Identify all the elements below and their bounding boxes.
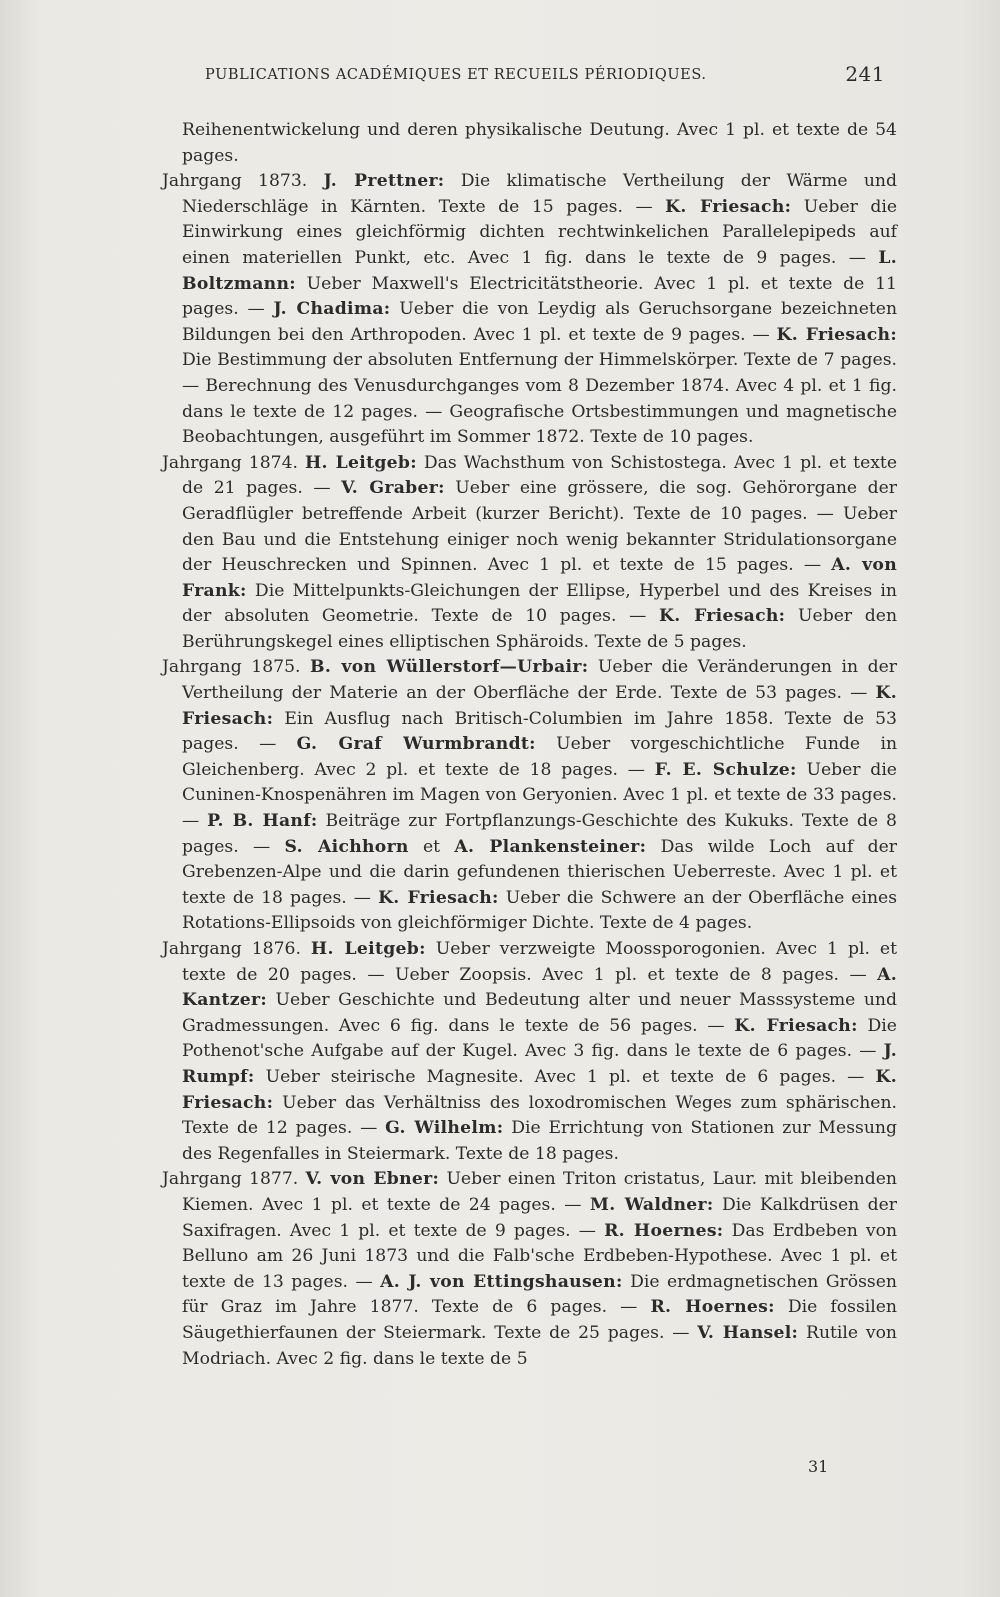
work-description: Ueber die Cuninen-Knospenähren im Magen von Geryonien. Avec 1 pl. et texte de 33 pages. — — [182, 759, 897, 832]
work-description: Ueber die Schwere an der Oberfläche eines Rotations-Ellipsoids von gleichförmiger Dichte. Texte de 4 pages. — [182, 887, 898, 934]
work-description: Die erdmagnetischen Grössen für Graz im Jahre 1877. Texte de 6 pages. — — [182, 1271, 897, 1318]
author-name: H. Leitgeb: — [305, 452, 417, 473]
year-entry — [162, 655, 897, 937]
author-name: K. Friesach: — [378, 887, 499, 908]
work-description: Ueber die von Leydig als Geruchsorgane bezeichneten Bildungen bei den Arthropoden. Avec 1 pl. et texte de 9 pages. — — [182, 299, 898, 345]
year-entry — [162, 451, 897, 656]
author-name: A. Kantzer: — [182, 964, 897, 1011]
author-name: V. von Ebner: — [305, 1169, 440, 1190]
year-label: Jahrgang 1874. — [162, 452, 298, 473]
author-name: J. Rumpf: — [182, 1041, 897, 1087]
year-entry — [162, 169, 897, 451]
year-entry — [162, 937, 897, 1167]
author-name: M. Waldner: — [589, 1194, 714, 1215]
work-description: Die fossilen Säugethierfaunen der Steiermark. Texte de 25 pages. — — [182, 1297, 897, 1343]
author-name: K. Friesach: — [734, 1015, 858, 1036]
work-description: Ueber den Berührungskegel eines elliptischen Sphäroids. Texte de 5 pages. — [182, 606, 898, 652]
work-description: Ueber Maxwell's Electricitätstheorie. Avec 1 pl. et texte de 11 pages. — — [182, 273, 897, 320]
author-name: K. Friesach: — [182, 1066, 897, 1113]
work-description: Das wilde Loch auf der Grebenzen-Alpe und die darin gefundenen thierischen Ueberreste. Avec 1 pl. et texte de 18 pages. — — [182, 836, 897, 908]
work-description: Die Errichtung von Stationen zur Messung des Regenfalles in Steiermark. Texte de 18 pages. — [182, 1118, 897, 1164]
author-name: B. von Wüllerstorf—Urbair: — [310, 657, 589, 678]
work-description: Die Kalkdrüsen der Saxifragen. Avec 1 pl. et texte de 9 pages. — — [182, 1194, 898, 1241]
continuation-paragraph: Reihenentwickelung und deren physikalische Deutung. Avec 1 pl. et texte de 54 pages. — [182, 120, 897, 166]
work-description: Die klimatische Vertheilung der Wärme und Niederschläge in Kärnten. Texte de 15 pages. — — [182, 171, 898, 217]
work-description: Beiträge zur Fortpflanzungs-Geschichte des Kukuks. Texte de 8 pages. — — [182, 811, 897, 857]
work-description: Ueber die Veränderungen in der Vertheilung der Materie an der Oberfläche der Erde. Texte de 53 pages. — — [182, 657, 897, 704]
work-description: Ueber Geschichte und Bedeutung alter und neuer Masssysteme und Gradmessungen. Avec 6 fig. dans le texte de 56 pages. — — [182, 990, 897, 1036]
year-entry — [162, 1167, 897, 1372]
work-description: Das Wachsthum von Schistostega. Avec 1 pl. et texte de 21 pages. — — [182, 452, 898, 499]
author-name: J. Prettner: — [323, 171, 445, 192]
work-description: Ein Ausflug nach Britisch-Columbien im Jahre 1858. Texte de 53 pages. — — [182, 708, 897, 755]
work-description: Das Erdbeben von Belluno am 26 Juni 1873 und die Falb'sche Erdbeben-Hypothese. Avec 1 pl. et texte de 13 pages. — — [182, 1220, 898, 1292]
year-label: Jahrgang 1876. — [162, 939, 301, 959]
author-name: A. J. von Ettingshausen: — [380, 1271, 623, 1292]
author-name: R. Hoernes: — [650, 1297, 775, 1318]
work-description: Ueber vorgeschichtliche Funde in Gleichenberg. Avec 2 pl. et texte de 18 pages. — — [182, 734, 898, 780]
author-name: V. Hansel: — [697, 1322, 799, 1343]
work-description: Ueber einen Triton cristatus, Laur. mit bleibenden Kiemen. Avec 1 pl. et texte de 24 pages. — — [182, 1169, 897, 1215]
work-description: Ueber verzweigte Moossporogonien. Avec 1 pl. et texte de 20 pages. — Ueber Zoopsis. Avec 1 pl. et texte de 8 pages. — — [182, 939, 897, 985]
author-name: R. Hoernes: — [604, 1220, 724, 1241]
author-name: K. Friesach: — [776, 324, 897, 345]
work-description: Die Pothenot'sche Aufgabe auf der Kugel. Avec 3 fig. dans le texte de 6 pages. — — [182, 1015, 897, 1062]
author-name: G. Wilhelm: — [385, 1118, 504, 1139]
work-description: Die Bestimmung der absoluten Entfernung der Himmelskörper. Texte de 7 pages. — Berechnung des Venusdurchganges vom 8 Dezember 1874. Avec 4 pl. et 1 fig. dans le texte de 12 pages. — Geografische Ortsbestimmungen und magnetische Beobachtungen, ausgeführt im Sommer 1872. Texte de 10 pages. — [182, 350, 897, 448]
author-name: P. B. Hanf: — [207, 811, 318, 832]
work-description: Ueber das Verhältniss des loxodromischen Weges zum sphärischen. Texte de 12 pages. — — [182, 1092, 897, 1139]
year-label: Jahrgang 1873. — [162, 171, 308, 192]
author-name: K. Friesach: — [659, 606, 786, 627]
author-name: G. Graf Wurmbrandt: — [296, 734, 536, 755]
author-name: V. Graber: — [341, 478, 445, 499]
work-description: Die Mittelpunkts-Gleichungen der Ellipse, Hyperbel und des Kreises in der absoluten Geometrie. Texte de 10 pages. — — [182, 580, 897, 627]
page-header — [205, 60, 885, 90]
author-name: K. Friesach: — [665, 196, 792, 217]
author-name: L. Boltzmann: — [182, 247, 897, 294]
work-description: Ueber die Einwirkung eines gleichförmig dichten rechtwinkelichen Parallelepipeds auf einen materiellen Punkt, etc. Avec 1 fig. dans le texte de 9 pages. — — [182, 196, 898, 268]
author-name: J. Chadima: — [273, 299, 391, 320]
page-number: 241 — [845, 62, 885, 86]
author-name: F. E. Schulze: — [654, 759, 797, 780]
author-name: A. Plankensteiner: — [454, 836, 647, 857]
work-description: Ueber steirische Magnesite. Avec 1 pl. et texte de 6 pages. — — [265, 1066, 865, 1087]
year-label: Jahrgang 1875. — [162, 657, 301, 678]
author-name: K. Friesach: — [182, 683, 897, 729]
work-description: Ueber eine grössere, die sog. Gehörorgane der Geradflügler betreffende Arbeit (kurzer Bericht). Texte de 10 pages. — Ueber den Bau und die Entstehung einiger noch wenig bekannter Stridulationsorgane der Heuschrecken und Spinnen. Avec 1 pl. et texte de 15 pages. — — [182, 478, 897, 576]
author-name: H. Leitgeb: — [310, 939, 426, 959]
entries-list — [162, 169, 897, 1372]
signature-mark: 31 — [808, 1457, 829, 1476]
author-name: S. Aichhorn — [284, 836, 409, 857]
work-description: Rutile von Modriach. Avec 2 fig. dans le texte de 5 — [182, 1322, 897, 1369]
page-body — [162, 118, 897, 1372]
work-description: et — [423, 836, 441, 857]
year-label: Jahrgang 1877. — [162, 1169, 299, 1190]
running-title: PUBLICATIONS ACADÉMIQUES ET RECUEILS PÉRIODIQUES. — [205, 67, 707, 83]
author-name: A. von Frank: — [182, 555, 897, 601]
